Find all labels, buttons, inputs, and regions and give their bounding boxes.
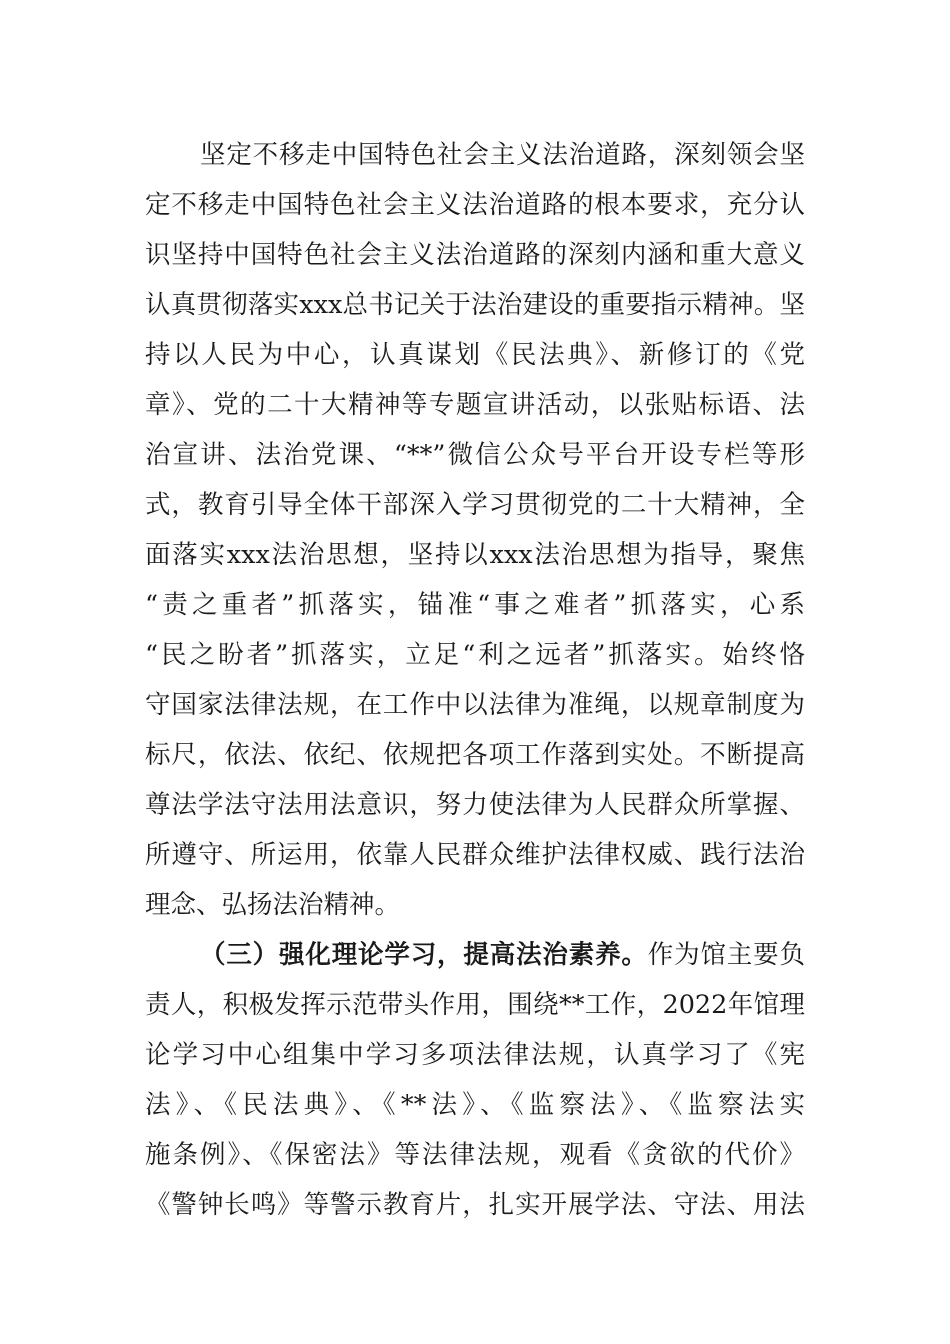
paragraph-1-line: “民之盼者”抓落实，立足“利之远者”抓落实。始终恪 xyxy=(145,640,805,670)
paragraph-2-line: 《警钟长鸣》等警示教育片，扎实开展学法、守法、用法 xyxy=(145,1190,805,1220)
paragraph-1-line: 标尺，依法、依纪、依规把各项工作落到实处。不断提高 xyxy=(145,740,805,770)
paragraph-2-first-line xyxy=(200,930,805,980)
paragraph-1-line: 所遵守、所运用，依靠人民群众维护法律权威、践行法治 xyxy=(145,840,805,870)
paragraph-1-line: 式，教育引导全体干部深入学习贯彻党的二十大精神，全 xyxy=(145,490,805,520)
paragraph-1-line: 面落实xxx法治思想，坚持以xxx法治思想为指导，聚焦 xyxy=(145,540,805,570)
paragraph-1-line: 守国家法律法规，在工作中以法律为准绳，以规章制度为 xyxy=(145,690,805,720)
paragraph-1-line: 治宣讲、法治党课、“**”微信公众号平台开设专栏等形 xyxy=(145,440,805,470)
paragraph-1-line: 章》、党的二十大精神等专题宣讲活动，以张贴标语、法 xyxy=(145,390,805,420)
paragraph-1-line: 定不移走中国特色社会主义法治道路的根本要求，充分认 xyxy=(145,190,805,220)
paragraph-1-line: 持以人民为中心，认真谋划《民法典》、新修订的《党 xyxy=(145,340,805,370)
paragraph-1-line: 识坚持中国特色社会主义法治道路的深刻内涵和重大意义 xyxy=(145,240,805,270)
paragraph-2-line: 法》、《民法典》、《**法》、《监察法》、《监察法实 xyxy=(145,1090,805,1120)
paragraph-2-line: 责人，积极发挥示范带头作用，围绕**工作，2022年馆理 xyxy=(145,990,805,1020)
paragraph-2-line: 施条例》、《保密法》等法律法规，观看《贪欲的代价》 xyxy=(145,1140,805,1170)
section-heading: （三）强化理论学习，提高法治素养。 xyxy=(200,940,648,970)
paragraph-1-line: 理念、弘扬法治精神。 xyxy=(145,890,401,920)
paragraph-2-line: 论学习中心组集中学习多项法律法规，认真学习了《宪 xyxy=(145,1040,805,1070)
paragraph-1-line: 尊法学法守法用法意识，努力使法律为人民群众所掌握、 xyxy=(145,790,805,820)
paragraph-1-line: 坚定不移走中国特色社会主义法治道路，深刻领会坚 xyxy=(200,140,805,170)
paragraph-2-text: 作为馆主要负 xyxy=(647,940,805,970)
paragraph-1-line: 认真贯彻落实xxx总书记关于法治建设的重要指示精神。坚 xyxy=(145,290,805,320)
paragraph-1-line: “责之重者”抓落实，锚准“事之难者”抓落实，心系 xyxy=(145,590,805,620)
